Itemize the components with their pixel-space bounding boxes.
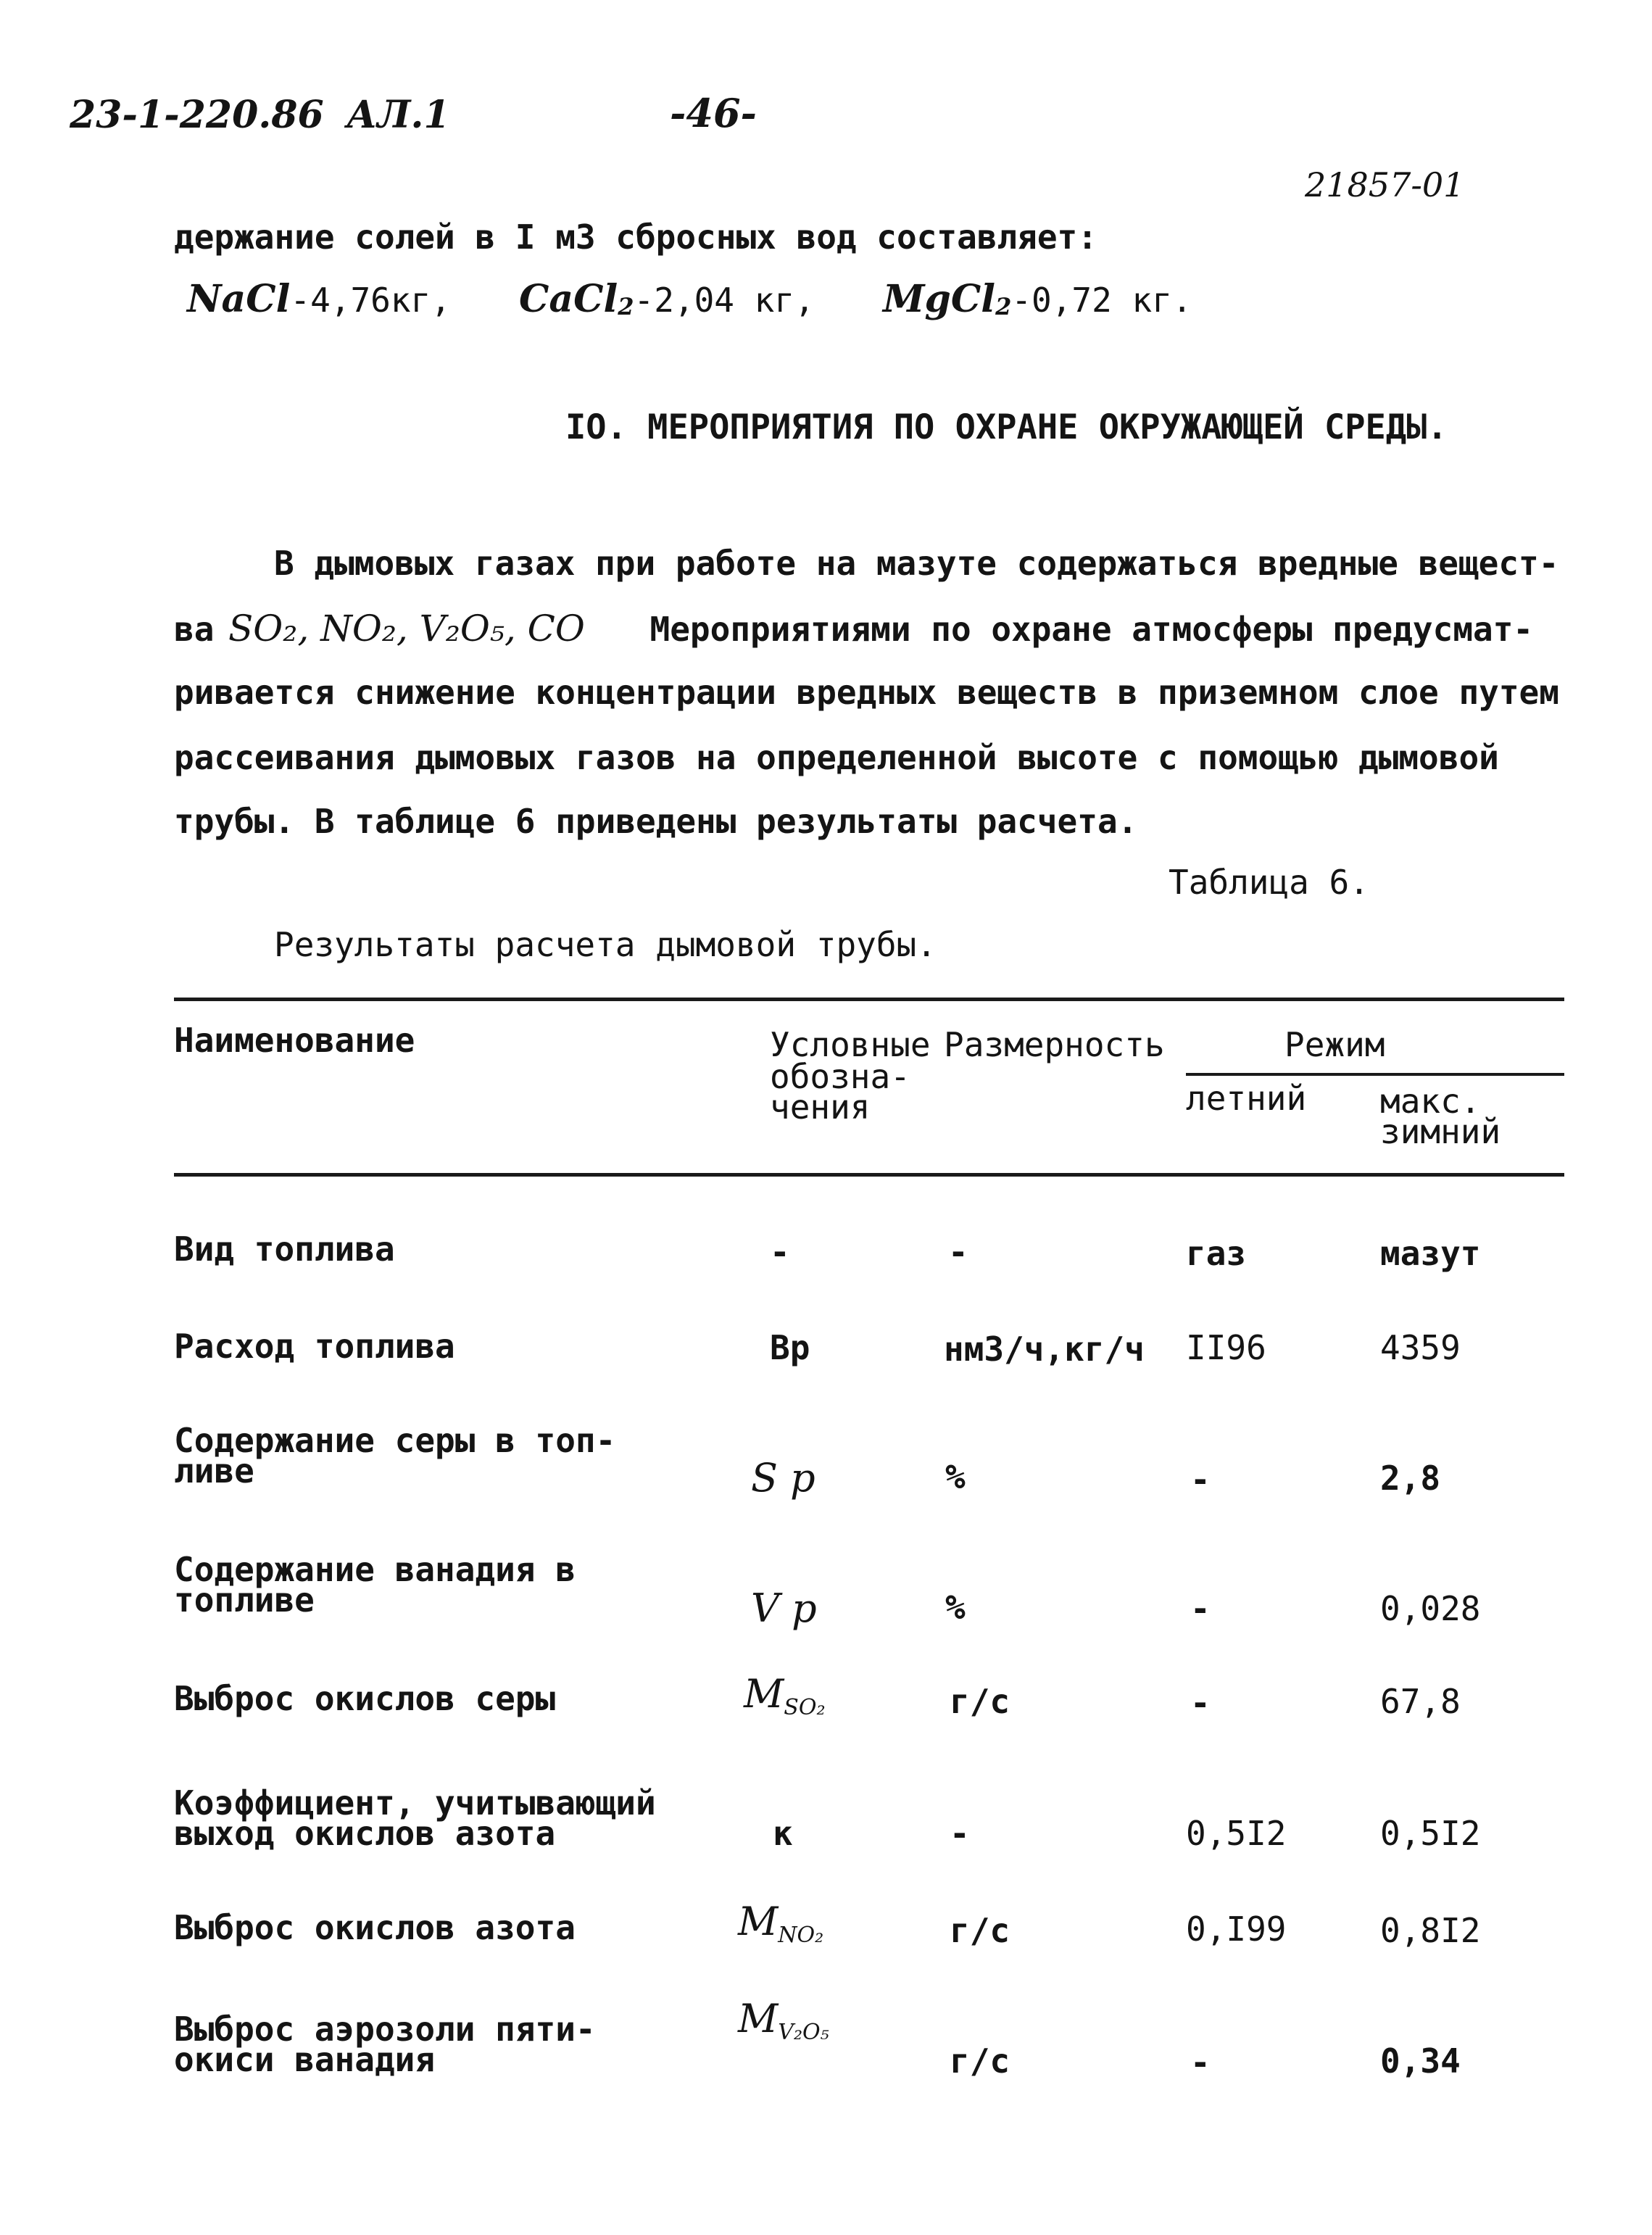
- row-symbol-subscript: NO₂: [778, 1923, 824, 1949]
- row-summer: 0,I99: [1186, 1910, 1287, 1949]
- row-name-cont: ливе: [174, 1451, 254, 1490]
- salt-formula-subscript: 2: [618, 293, 634, 321]
- row-summer: 0,5I2: [1186, 1814, 1287, 1853]
- row-winter: 0,5I2: [1380, 1814, 1481, 1853]
- row-name: Выброс аэрозоли пяти-: [174, 2010, 596, 2049]
- body-line-1: В дымовых газах при работе на мазуте содержаться вредные вещест-: [274, 544, 1559, 583]
- header-symbol-1: Условные: [770, 1025, 931, 1064]
- salts-intro-line: держание солей в I м3 сбросных вод составляет:: [174, 217, 1097, 257]
- row-name: Содержание ванадия в: [174, 1550, 576, 1589]
- salt-formula: NaCl: [187, 277, 291, 321]
- row-summer: газ: [1186, 1234, 1247, 1273]
- row-name: Содержание серы в топ-: [174, 1421, 616, 1460]
- header-unit: Размерность: [944, 1025, 1165, 1064]
- row-unit: нм3/ч,кг/ч: [944, 1330, 1145, 1369]
- page-number: -46-: [670, 90, 757, 136]
- pollutant-formulas: SO₂, NO₂, V₂O₅, CO: [228, 608, 585, 650]
- row-symbol: -: [770, 1232, 790, 1272]
- row-symbol: [738, 1899, 824, 1949]
- row-symbol: [744, 1671, 826, 1721]
- row-symbol: к: [773, 1814, 793, 1853]
- row-winter: 0,028: [1380, 1589, 1481, 1628]
- row-summer: -: [1190, 1589, 1211, 1628]
- header-winter-2: зимний: [1380, 1112, 1501, 1151]
- salt-formula-subscript: 2: [995, 293, 1012, 321]
- header-mode: Режим: [1284, 1025, 1385, 1064]
- salt-cacl2: [519, 277, 815, 321]
- salt-formula: CaCl: [519, 277, 618, 321]
- row-name: Расход топлива: [174, 1327, 455, 1366]
- table-label: Таблица 6.: [1169, 863, 1369, 902]
- salt-value: -2,04 кг,: [634, 281, 815, 320]
- row-symbol: Вр: [770, 1328, 810, 1367]
- row-winter: 0,8I2: [1380, 1911, 1481, 1950]
- row-name: Коэффициент, учитывающий: [174, 1783, 656, 1823]
- body-line-3: ривается снижение концентрации вредных веществ в приземном слое путем: [174, 673, 1559, 712]
- row-summer: -: [1190, 1460, 1211, 1499]
- row-unit: г/с: [950, 1682, 1010, 1721]
- row-symbol-main: M: [738, 1996, 779, 2041]
- row-symbol-subscript: SO₂: [784, 1695, 826, 1721]
- salt-value: -0,72 кг.: [1011, 281, 1192, 320]
- salt-value: -4,76кг,: [290, 281, 451, 320]
- row-summer: -: [1190, 1683, 1211, 1722]
- salt-mgcl2: [883, 277, 1192, 321]
- row-name-cont: выход окислов азота: [174, 1814, 556, 1853]
- table-caption: Результаты расчета дымовой трубы.: [274, 925, 937, 964]
- row-summer: -: [1190, 2043, 1211, 2082]
- salt-nacl: [187, 277, 451, 321]
- row-symbol: V р: [751, 1585, 817, 1631]
- row-unit: г/с: [950, 2041, 1010, 2081]
- row-unit: %: [945, 1588, 966, 1627]
- row-name: Выброс окислов серы: [174, 1679, 556, 1718]
- header-mode-rule: [1186, 1073, 1564, 1076]
- row-unit: г/с: [950, 1911, 1010, 1950]
- row-symbol: S р: [751, 1455, 815, 1501]
- row-unit: %: [945, 1457, 966, 1496]
- salt-formula: MgCl: [883, 277, 996, 321]
- header-symbol-2: обозна-: [770, 1057, 910, 1096]
- row-symbol: [738, 1996, 829, 2046]
- row-symbol-main: M: [744, 1671, 784, 1717]
- table-top-rule: [174, 998, 1564, 1001]
- row-unit: -: [948, 1232, 968, 1272]
- section-title: IO. МЕРОПРИЯТИЯ ПО ОХРАНЕ ОКРУЖАЮЩЕЙ СРЕДЫ.: [565, 407, 1448, 447]
- row-unit: -: [950, 1814, 970, 1853]
- body-line-5: трубы. В таблице 6 приведены результаты расчета.: [174, 802, 1138, 841]
- body-line-2-text: Мероприятиями по охране атмосферы предусмат-: [649, 610, 1534, 649]
- header-winter-1: макс.: [1380, 1082, 1481, 1121]
- album-code: АЛ.1: [346, 93, 450, 137]
- row-name: Вид топлива: [174, 1230, 395, 1269]
- row-winter: 0,34: [1380, 2041, 1461, 2081]
- header-summer: летний: [1186, 1079, 1307, 1118]
- document-code: 23-1-220.86: [70, 93, 324, 137]
- body-line-2-prefix: ва: [174, 610, 215, 649]
- row-symbol-subscript: V₂O₅: [778, 2020, 829, 2046]
- row-name-cont: топливе: [174, 1580, 315, 1620]
- row-winter: мазут: [1380, 1234, 1481, 1273]
- body-line-4: рассеивания дымовых газов на определенной высоте с помощью дымовой: [174, 738, 1499, 777]
- body-line-2: [174, 608, 1533, 650]
- table-header-rule: [174, 1173, 1564, 1177]
- row-winter: 2,8: [1380, 1459, 1441, 1498]
- row-symbol-main: M: [738, 1899, 779, 1944]
- row-winter: 67,8: [1380, 1682, 1461, 1721]
- inventory-number: 21857-01: [1305, 165, 1465, 204]
- row-name-cont: окиси ванадия: [174, 2040, 436, 2079]
- header-name: Наименование: [174, 1021, 415, 1060]
- row-winter: 4359: [1380, 1328, 1461, 1367]
- row-summer: II96: [1186, 1328, 1266, 1367]
- row-name: Выброс окислов азота: [174, 1908, 576, 1947]
- header-symbol-3: чения: [770, 1087, 871, 1127]
